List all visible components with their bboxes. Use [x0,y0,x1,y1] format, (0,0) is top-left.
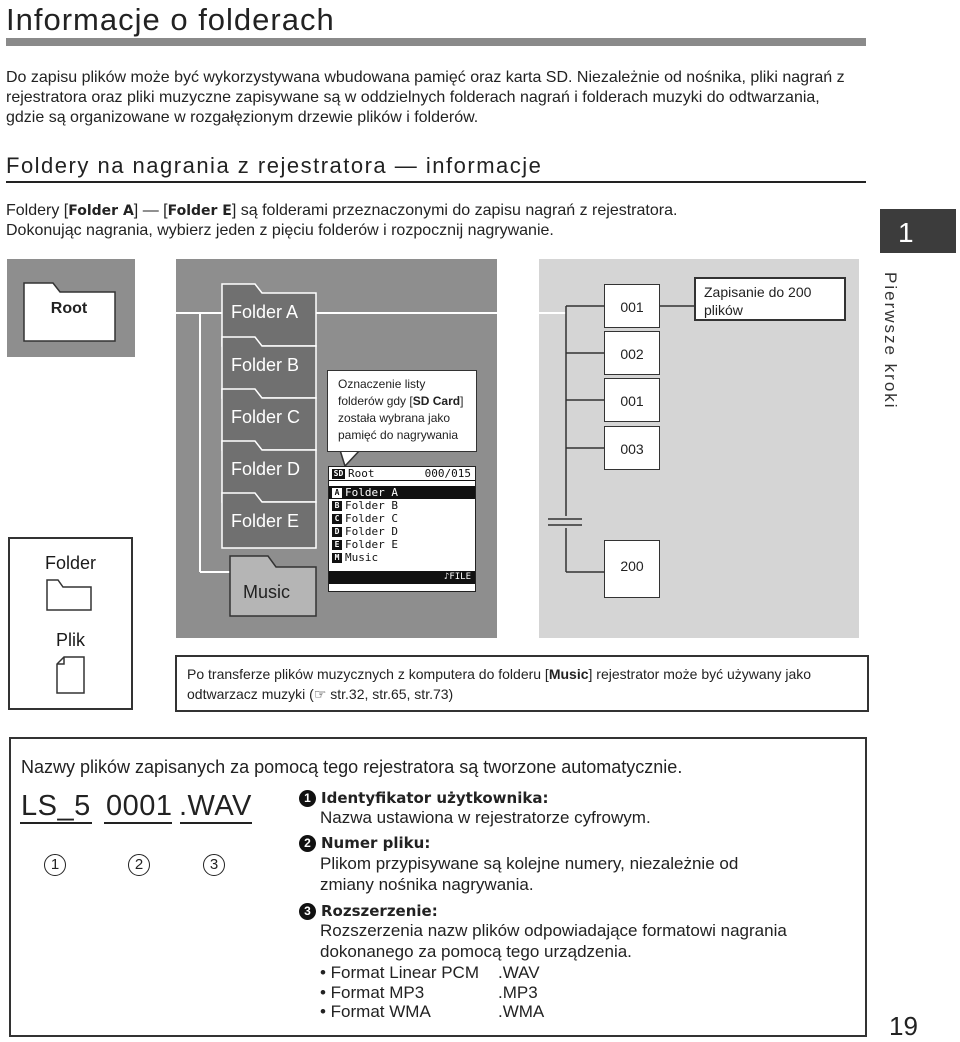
music-transfer-note [175,655,869,712]
lcd-row-folder-e [329,538,475,551]
section-heading: Foldery na nagrania z rejestratora — informacje [6,153,543,178]
marker-1: 1 [44,854,66,876]
lcd-footer [329,571,475,584]
folder-e-lcd-icon: E [332,540,342,550]
file-icon [55,655,87,695]
folder-b-label: Folder B [231,355,300,375]
name-part-user-id: LS_5 [21,790,91,822]
file-card-4: 003 [604,426,660,470]
name-part-underline-1 [20,822,92,824]
lcd-row-folder-d [329,525,475,538]
name-part-extension: .WAV [179,790,252,822]
definition-badge-3: 3 [299,903,316,920]
file-card-200: 200 [604,540,660,598]
root-label: Root [50,300,88,317]
folder-a-label: Folder A [231,302,299,322]
section-body-mid: ] — [ [133,202,168,219]
definition-badge-1: 1 [299,790,316,807]
format-ext-wav: .WAV [498,963,540,982]
folder-e-label: Folder E [231,511,300,531]
lcd-row-label: Folder E [345,538,398,551]
definition-text-3a: Rozszerzenia nazw plików odpowiadające formatowi nagrania [320,921,787,940]
lcd-row-label: Music [345,551,379,564]
lcd-row-label: Folder D [345,525,398,538]
music-note-bold: Music [548,666,589,682]
section-body-suffix: ] są folderami przeznaczonymi do zapisu nagrań z rejestratora. [231,202,678,219]
format-name-wma: • Format WMA [320,1002,431,1021]
music-note-refs: str.32, str.65, str.73) [330,686,454,702]
lcd-row-music [329,551,475,564]
folder-c-lcd-icon: C [332,514,342,524]
name-part-underline-3 [180,822,252,824]
lcd-footer-label: ♪FILE [443,572,471,582]
format-ext-wma: .WMA [498,1002,545,1021]
name-part-file-number: 0001 [106,790,173,822]
folder-c-label: Folder C [231,407,301,427]
folder-b-lcd-icon: B [332,501,342,511]
lcd-row-label: Folder B [345,499,398,512]
lcd-header-label: Root [348,467,375,480]
marker-2: 2 [128,854,150,876]
lcd-row-label: Folder C [345,512,398,525]
page-number: 19 [889,1011,918,1041]
marker-3: 3 [203,854,225,876]
section-body-line2: Dokonując nagrania, wybierz jeden z pięciu folderów i rozpocznij nagrywanie. [6,222,554,239]
music-note-suffix: ] rejestrator może być używany jako odtwarzacz muzyki ( [187,666,812,702]
file-card-1: 001 [604,284,660,328]
sd-icon: SD [333,468,344,478]
lcd-row-label: Folder A [345,486,398,499]
lcd-header-counter: 000/015 [424,467,471,480]
folder-a-lcd-icon: A [332,488,342,498]
definition-head-1: Identyfikator użytkownika: [321,789,549,807]
name-part-underline-2 [104,822,172,824]
section-body-prefix: Foldery [ [6,202,69,219]
music-lcd-icon: M [332,553,342,563]
definition-text-1: Nazwa ustawiona w rejestratorze cyfrowym. [320,808,651,827]
definition-head-2: Numer pliku: [321,834,431,852]
callout-bold: SD Card [412,394,461,408]
callout-text-1: Oznaczenie listy folderów gdy [ [338,377,426,408]
definition-badge-2: 2 [299,835,316,852]
chapter-title-vertical: Pierwsze kroki [881,272,900,410]
definition-head-3: Rozszerzenie: [321,902,438,920]
intro-paragraph: Do zapisu plików może być wykorzystywana wbudowana pamięć oraz karta SD. Niezależnie od nośnika, pliki nagrań z rejestratora oraz pliki muzyczne zapisywane są w oddzielnych folderach nagrań i folderach muzyki do odtwarzania, gdzie są organizowane w rozgałęzionym drzewie plików i folderów. [6,69,845,126]
legend-folder-label: Folder [44,553,97,573]
format-name-pcm: • Format Linear PCM [320,963,479,982]
format-name-mp3: • Format MP3 [320,983,425,1002]
folder-d-lcd-icon: D [332,527,342,537]
chapter-number-tab: 1 [880,209,956,253]
file-card-2: 002 [604,331,660,375]
lcd-row-folder-c [329,512,475,525]
callout-pointer [340,450,360,466]
legend-file-label: Plik [55,630,85,650]
folder-a-bold: Folder A [68,203,134,219]
music-note-prefix: Po transferze plików muzycznych z komputera do folderu [ [187,666,549,682]
folder-e-bold: Folder E [167,203,232,219]
lcd-row-folder-b [329,499,475,512]
callout-text-2: ] została wybrana jako pamięć do nagrywania [338,394,464,442]
pointing-hand-icon: ☞ [313,686,331,702]
save-limit-note: Zapisanie do 200 plików [694,277,846,321]
format-ext-mp3: .MP3 [498,983,538,1002]
folder-icon [45,578,95,614]
definition-text-2b: zmiany nośnika nagrywania. [320,875,534,894]
page-title: Informacje o folderach [6,2,335,37]
sd-card-callout [327,370,477,452]
recorder-lcd-screen [328,466,476,592]
folder-d-label: Folder D [231,459,301,479]
definition-text-3b: dokonanego za pomocą tego urządzenia. [320,942,632,961]
lcd-row-folder-a [329,486,475,499]
definition-text-2a: Plikom przypisywane są kolejne numery, niezależnie od [320,854,739,873]
naming-title: Nazwy plików zapisanych za pomocą tego rejestratora są tworzone automatycznie. [21,757,683,777]
music-label: Music [243,582,291,602]
file-card-3: 001 [604,378,660,422]
